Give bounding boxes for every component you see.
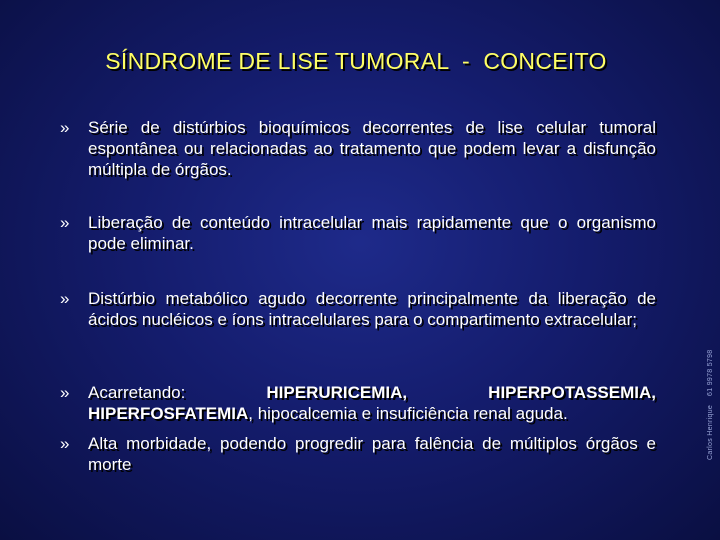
bullet-item <box>60 433 656 475</box>
term-hiperuricemia: HIPERURICEMIA, <box>266 383 408 402</box>
bullet-marker: » <box>60 289 70 308</box>
bullet-item <box>60 288 656 330</box>
bullet-marker: » <box>60 434 70 453</box>
term-hiperfosfatemia: HIPERFOSFATEMIA <box>88 404 249 423</box>
side-credit: Carlos Henrique 61 9978 5798 <box>707 349 714 460</box>
bullet-rest-text: , hipocalcemia e insuficiência renal aguda. <box>248 404 568 423</box>
bullet-text: Liberação de conteúdo intracelular mais rapidamente que o organismo pode eliminar. <box>88 213 656 253</box>
bullet-item <box>60 117 656 180</box>
term-hiperpotassemia: HIPERPOTASSEMIA, <box>488 383 656 402</box>
bullet-text: Alta morbidade, podendo progredir para falência de múltiplos órgãos e morte <box>88 434 656 474</box>
bullet-marker: » <box>60 213 70 232</box>
slide-title: SÍNDROME DE LISE TUMORAL - CONCEITO <box>105 48 607 74</box>
bullet-text: Série de distúrbios bioquímicos decorrentes de lise celular tumoral espontânea ou relacionadas ao tratamento que podem levar a disfunção múltipla de órgãos. <box>88 118 656 179</box>
bullet-line <box>88 382 656 403</box>
bullet-lead-text: Acarretando: <box>88 383 186 402</box>
bullet-marker: » <box>60 383 70 402</box>
bullet-line <box>88 403 656 424</box>
bullet-text: Distúrbio metabólico agudo decorrente principalmente da liberação de ácidos nucléicos e íons intracelulares para o compartimento extracelular; <box>88 289 656 329</box>
bullet-item <box>60 382 656 424</box>
bullet-marker: » <box>60 118 70 137</box>
bullet-item <box>60 212 656 254</box>
